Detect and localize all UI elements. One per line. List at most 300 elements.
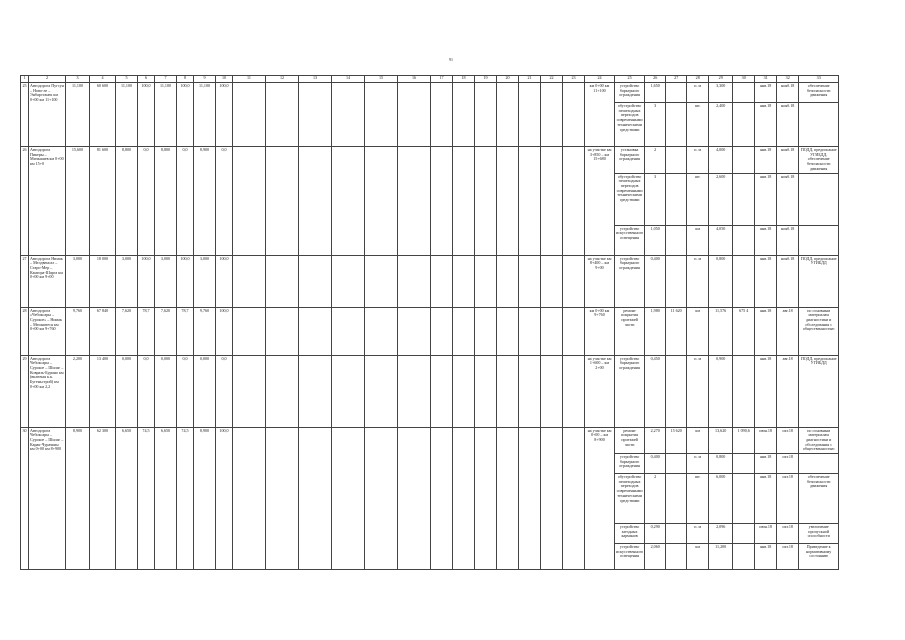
road-works-table xyxy=(20,75,839,570)
justification xyxy=(799,173,839,225)
column-number-header: 22 xyxy=(541,76,563,83)
value-cell: 0,0 xyxy=(216,355,233,427)
justification: ПОДД, предписание УГИБДД xyxy=(799,355,839,427)
value-cell: 2,270 xyxy=(645,427,666,454)
table-row xyxy=(21,427,839,454)
column-number-header: 5 xyxy=(116,76,138,83)
row-number: 26 xyxy=(21,147,29,256)
empty-cell xyxy=(332,255,365,307)
unit-cell: км xyxy=(687,427,709,454)
empty-cell xyxy=(299,355,332,427)
empty-cell xyxy=(541,255,563,307)
empty-cell xyxy=(299,427,332,570)
value-cell xyxy=(666,544,687,570)
empty-cell xyxy=(332,83,365,147)
empty-cell xyxy=(431,83,453,147)
value-cell xyxy=(666,147,687,174)
empty-cell xyxy=(299,307,332,355)
value-cell: 2 xyxy=(645,147,666,174)
page-number: 91 xyxy=(449,57,453,62)
value-cell: 6,000 xyxy=(709,474,733,524)
value-cell: 8,800 xyxy=(155,147,177,256)
value-cell: 6,650 xyxy=(116,427,138,570)
value-cell: 4,050 xyxy=(709,225,733,255)
value-cell xyxy=(666,474,687,524)
column-number-header: 9 xyxy=(194,76,216,83)
value-cell: 3 xyxy=(645,103,666,147)
empty-cell xyxy=(431,427,453,570)
column-number-header: 16 xyxy=(398,76,431,83)
unit-cell: п. м xyxy=(687,454,709,474)
value-cell: 11 620 xyxy=(666,307,687,355)
value-cell: 8,900 xyxy=(194,147,216,256)
value-cell: 0,400 xyxy=(645,454,666,474)
column-number-header: 20 xyxy=(497,76,519,83)
empty-cell xyxy=(519,147,541,256)
justification xyxy=(799,454,839,474)
column-number-header: 3 xyxy=(66,76,90,83)
justification xyxy=(799,225,839,255)
unit-cell: п. м xyxy=(687,83,709,103)
value-cell: 67 840 xyxy=(90,307,116,355)
empty-cell xyxy=(365,307,398,355)
value-cell xyxy=(666,524,687,544)
empty-cell xyxy=(475,307,497,355)
empty-cell xyxy=(332,355,365,427)
justification: ПОДД, предписание УГИБДД, обеспечение безопасности движения xyxy=(799,147,839,174)
row-number: 25 xyxy=(21,83,29,147)
work-description: устройство искусственного освещения xyxy=(615,544,645,570)
value-cell xyxy=(666,355,687,427)
justification: обеспечение безопасности движения xyxy=(799,83,839,103)
empty-cell xyxy=(431,255,453,307)
empty-cell xyxy=(497,83,519,147)
table-row xyxy=(21,83,839,103)
unit-cell: шт. xyxy=(687,173,709,225)
empty-cell xyxy=(541,307,563,355)
empty-cell xyxy=(233,83,266,147)
value-cell: 74,5 xyxy=(138,427,155,570)
unit-cell: км xyxy=(687,544,709,570)
row-number: 28 xyxy=(21,307,29,355)
value-cell xyxy=(733,544,755,570)
column-number-header: 7 xyxy=(155,76,177,83)
value-cell xyxy=(733,255,755,307)
empty-cell xyxy=(475,355,497,427)
empty-cell xyxy=(332,427,365,570)
empty-cell xyxy=(453,355,475,427)
value-cell xyxy=(666,173,687,225)
road-name: Автодорога Нимак – Мелдвенсал – Старо-Мер – Кантора-Шарга км 0+00 км 9+00 xyxy=(29,255,66,307)
empty-cell xyxy=(563,83,585,147)
section-range: на участке км 3+850 – км 15+680 xyxy=(585,147,615,256)
value-cell: 7,620 xyxy=(155,307,177,355)
value-cell: 2,400 xyxy=(709,103,733,147)
empty-cell xyxy=(497,255,519,307)
value-cell xyxy=(666,255,687,307)
column-number-header: 4 xyxy=(90,76,116,83)
value-cell: 0,450 xyxy=(645,355,666,427)
end-date: окт.18 xyxy=(777,544,799,570)
value-cell: 13,620 xyxy=(709,427,733,454)
value-cell: 78,7 xyxy=(177,307,194,355)
column-number-header: 11 xyxy=(233,76,266,83)
value-cell: 0,400 xyxy=(645,255,666,307)
empty-cell xyxy=(365,147,398,256)
value-cell: 3,000 xyxy=(66,255,90,307)
start-date: янв.18 xyxy=(755,454,777,474)
value-cell: 1,650 xyxy=(645,83,666,103)
value-cell: 2,060 xyxy=(645,544,666,570)
empty-cell xyxy=(541,355,563,427)
work-description: устройство заездных карманов xyxy=(615,524,645,544)
end-date: нояб.18 xyxy=(777,255,799,307)
empty-cell xyxy=(266,355,299,427)
road-name: Автодорога Пикеры – Мичкашев км 0+00 км 15+0 xyxy=(29,147,66,256)
value-cell xyxy=(733,225,755,255)
work-description: установка барьерного ограждения xyxy=(615,147,645,174)
value-cell: 0,0 xyxy=(177,147,194,256)
column-number-header: 32 xyxy=(777,76,799,83)
value-cell xyxy=(666,83,687,103)
start-date: июн.18 xyxy=(755,427,777,454)
empty-cell xyxy=(266,427,299,570)
row-number: 29 xyxy=(21,355,29,427)
end-date: нояб.18 xyxy=(777,173,799,225)
value-cell: 15 620 xyxy=(666,427,687,454)
road-name: Автодорога «Чебоксары – Сурское» – Нимак – Мешнатеся км 0+00 км 9+760 xyxy=(29,307,66,355)
empty-cell xyxy=(541,427,563,570)
column-number-header: 15 xyxy=(365,76,398,83)
start-date: янв.18 xyxy=(755,307,777,355)
section-range: на участке км 0+00 – км 8+900 xyxy=(585,427,615,570)
empty-cell xyxy=(497,355,519,427)
value-cell: 675 4 xyxy=(733,307,755,355)
empty-cell xyxy=(563,355,585,427)
column-number-header: 18 xyxy=(453,76,475,83)
justification xyxy=(799,103,839,147)
row-number: 27 xyxy=(21,255,29,307)
start-date: янв.18 xyxy=(755,544,777,570)
empty-cell xyxy=(266,147,299,256)
value-cell: 100,0 xyxy=(177,255,194,307)
empty-cell xyxy=(475,255,497,307)
end-date: нояб.18 xyxy=(777,225,799,255)
value-cell: 9,760 xyxy=(66,307,90,355)
value-cell: 6,650 xyxy=(155,427,177,570)
justification: обеспечение безопасности движения xyxy=(799,474,839,524)
column-number-header: 19 xyxy=(475,76,497,83)
empty-cell xyxy=(299,255,332,307)
column-number-header: 29 xyxy=(709,76,733,83)
value-cell: 0,0 xyxy=(138,147,155,256)
road-name: Автодорога Пугсун – Ново-ле – Энбарстанек км 0+00 км 11+100 xyxy=(29,83,66,147)
end-date: нояб.18 xyxy=(777,147,799,174)
empty-cell xyxy=(233,427,266,570)
end-date: авг.18 xyxy=(777,355,799,427)
value-cell: 100,0 xyxy=(138,255,155,307)
empty-cell xyxy=(497,147,519,256)
justification: Приведение к нормативному состоянию xyxy=(799,544,839,570)
section-range: км 0+00 км 9+760 xyxy=(585,307,615,355)
empty-cell xyxy=(398,355,431,427)
end-date: нояб.18 xyxy=(777,103,799,147)
value-cell: 13 400 xyxy=(90,355,116,427)
empty-cell xyxy=(365,427,398,570)
empty-cell xyxy=(233,147,266,256)
justification: по основным материалам диагностики и обследования с общественностью xyxy=(799,427,839,454)
empty-cell xyxy=(497,307,519,355)
value-cell: 100,0 xyxy=(216,427,233,570)
column-number-header: 30 xyxy=(733,76,755,83)
start-date: янв.18 xyxy=(755,83,777,103)
value-cell: 11,576 xyxy=(709,307,733,355)
value-cell xyxy=(733,147,755,174)
value-cell: 2,096 xyxy=(709,524,733,544)
empty-cell xyxy=(431,355,453,427)
empty-cell xyxy=(453,83,475,147)
column-number-header: 24 xyxy=(585,76,615,83)
value-cell: 74,5 xyxy=(177,427,194,570)
empty-cell xyxy=(398,427,431,570)
table-row xyxy=(21,307,839,355)
section-range: км 0+00 км 11+100 xyxy=(585,83,615,147)
work-description: обустройство пешеходных переходов современными техническими средствами xyxy=(615,173,645,225)
value-cell: 1 090,6 xyxy=(733,427,755,454)
value-cell: 11,100 xyxy=(155,83,177,147)
value-cell xyxy=(733,83,755,103)
empty-cell xyxy=(453,427,475,570)
empty-cell xyxy=(398,255,431,307)
value-cell: 0,000 xyxy=(155,355,177,427)
value-cell: 0,000 xyxy=(116,355,138,427)
start-date: янв.18 xyxy=(755,103,777,147)
value-cell: 1,050 xyxy=(645,225,666,255)
work-description: устройство барьерного ограждения xyxy=(615,454,645,474)
column-number-header: 2 xyxy=(29,76,66,83)
road-name: Автодорога Чебоксары – Сурское – Шилаг – Ковразь-Бурино км (включая к.к. Бугеньстрой) км 0+00 км 2,2 xyxy=(29,355,66,427)
column-number-header: 17 xyxy=(431,76,453,83)
road-name: Автодорога Чебоксары – Сурское – Шилаг – Карак-Чурачкин км 0+00 км 8+900 xyxy=(29,427,66,570)
empty-cell xyxy=(541,83,563,147)
justification: по основным материалам диагностики и обследования с общественностью xyxy=(799,307,839,355)
value-cell: 8,900 xyxy=(194,427,216,570)
value-cell: 15,600 xyxy=(66,147,90,256)
column-number-header: 26 xyxy=(645,76,666,83)
work-description: обустройство пешеходных переходов современными техническими средствами xyxy=(615,474,645,524)
empty-cell xyxy=(266,307,299,355)
work-description: устройство барьерного ограждения xyxy=(615,83,645,103)
empty-cell xyxy=(398,307,431,355)
value-cell: 9,760 xyxy=(194,307,216,355)
value-cell: 0,290 xyxy=(645,524,666,544)
justification: увеличение пропускной способности xyxy=(799,524,839,544)
value-cell: 0,0 xyxy=(138,355,155,427)
value-cell: 3,000 xyxy=(155,255,177,307)
value-cell: 81 600 xyxy=(90,147,116,256)
start-date: янв.18 xyxy=(755,355,777,427)
value-cell: 62 300 xyxy=(90,427,116,570)
value-cell xyxy=(666,103,687,147)
end-date: нояб.18 xyxy=(777,83,799,103)
empty-cell xyxy=(475,147,497,256)
end-date: авг.18 xyxy=(777,307,799,355)
empty-cell xyxy=(453,307,475,355)
end-date: окт.18 xyxy=(777,454,799,474)
work-description: устройство барьерного ограждения xyxy=(615,255,645,307)
table-row xyxy=(21,355,839,427)
value-cell: 3,300 xyxy=(709,83,733,103)
work-description: обустройство пешеходных переходов современными техническими средствами xyxy=(615,103,645,147)
value-cell: 100,0 xyxy=(216,255,233,307)
value-cell: 4,000 xyxy=(709,147,733,174)
empty-cell xyxy=(519,307,541,355)
unit-cell: п. м xyxy=(687,355,709,427)
empty-cell xyxy=(398,83,431,147)
value-cell: 78,7 xyxy=(138,307,155,355)
empty-cell xyxy=(519,255,541,307)
work-description: ремонт покрытия проезжей части xyxy=(615,427,645,454)
start-date: янв.18 xyxy=(755,255,777,307)
value-cell: 3,000 xyxy=(194,255,216,307)
empty-cell xyxy=(266,255,299,307)
unit-cell: шт. xyxy=(687,103,709,147)
value-cell xyxy=(733,173,755,225)
value-cell: 60 600 xyxy=(90,83,116,147)
value-cell: 100,0 xyxy=(216,307,233,355)
column-number-header: 1 xyxy=(21,76,29,83)
end-date: окт.18 xyxy=(777,474,799,524)
value-cell: 0,800 xyxy=(709,454,733,474)
empty-cell xyxy=(431,307,453,355)
value-cell: 8,900 xyxy=(66,427,90,570)
empty-cell xyxy=(563,255,585,307)
value-cell: 8,800 xyxy=(116,147,138,256)
empty-cell xyxy=(233,355,266,427)
section-range: на участке км 1+600 – км 2+00 xyxy=(585,355,615,427)
value-cell: 0,800 xyxy=(709,255,733,307)
empty-cell xyxy=(233,255,266,307)
value-cell: 0,0 xyxy=(177,355,194,427)
empty-cell xyxy=(453,147,475,256)
value-cell: 2,200 xyxy=(66,355,90,427)
unit-cell: км xyxy=(687,225,709,255)
section-range: на участке км 8+400 – км 9+00 xyxy=(585,255,615,307)
value-cell xyxy=(733,524,755,544)
value-cell: 11,100 xyxy=(116,83,138,147)
empty-cell xyxy=(266,83,299,147)
unit-cell: п. м xyxy=(687,147,709,174)
column-number-header: 13 xyxy=(299,76,332,83)
value-cell: 2 xyxy=(645,474,666,524)
column-number-header: 21 xyxy=(519,76,541,83)
empty-cell xyxy=(365,255,398,307)
empty-cell xyxy=(299,147,332,256)
column-number-header: 27 xyxy=(666,76,687,83)
column-number-header: 33 xyxy=(799,76,839,83)
row-number: 30 xyxy=(21,427,29,570)
value-cell: 3 xyxy=(645,173,666,225)
empty-cell xyxy=(497,427,519,570)
empty-cell xyxy=(475,427,497,570)
empty-cell xyxy=(453,255,475,307)
empty-cell xyxy=(563,427,585,570)
value-cell: 100,0 xyxy=(138,83,155,147)
justification: ПОДД, предписание УГИБДД xyxy=(799,255,839,307)
value-cell xyxy=(733,355,755,427)
work-description: ремонт покрытия проезжей части xyxy=(615,307,645,355)
empty-cell xyxy=(431,147,453,256)
value-cell: 1,980 xyxy=(645,307,666,355)
value-cell xyxy=(733,474,755,524)
value-cell: 7,620 xyxy=(116,307,138,355)
table-row xyxy=(21,147,839,174)
start-date: янв.18 xyxy=(755,147,777,174)
header-row xyxy=(21,76,839,83)
empty-cell xyxy=(332,147,365,256)
unit-cell: км xyxy=(687,307,709,355)
end-date: окт.18 xyxy=(777,524,799,544)
empty-cell xyxy=(365,83,398,147)
empty-cell xyxy=(332,307,365,355)
column-number-header: 28 xyxy=(687,76,709,83)
end-date: окт.18 xyxy=(777,427,799,454)
column-number-header: 6 xyxy=(138,76,155,83)
start-date: июн.18 xyxy=(755,524,777,544)
value-cell: 3,000 xyxy=(116,255,138,307)
value-cell: 0,0 xyxy=(216,147,233,256)
empty-cell xyxy=(563,147,585,256)
empty-cell xyxy=(519,355,541,427)
value-cell: 11,100 xyxy=(194,83,216,147)
empty-cell xyxy=(519,427,541,570)
start-date: янв.18 xyxy=(755,173,777,225)
empty-cell xyxy=(519,83,541,147)
value-cell xyxy=(666,454,687,474)
empty-cell xyxy=(541,147,563,256)
unit-cell: п. м xyxy=(687,524,709,544)
unit-cell: п. м xyxy=(687,255,709,307)
column-number-header: 14 xyxy=(332,76,365,83)
empty-cell xyxy=(398,147,431,256)
value-cell: 0,900 xyxy=(709,355,733,427)
empty-cell xyxy=(299,83,332,147)
column-number-header: 8 xyxy=(177,76,194,83)
value-cell: 11,100 xyxy=(66,83,90,147)
column-number-header: 25 xyxy=(615,76,645,83)
value-cell: 100,0 xyxy=(216,83,233,147)
value-cell: 11,200 xyxy=(709,544,733,570)
work-description: устройство искусственного освещения xyxy=(615,225,645,255)
start-date: янв.18 xyxy=(755,474,777,524)
value-cell xyxy=(733,103,755,147)
empty-cell xyxy=(233,307,266,355)
empty-cell xyxy=(563,307,585,355)
empty-cell xyxy=(365,355,398,427)
value-cell: 100,0 xyxy=(177,83,194,147)
value-cell: 2,600 xyxy=(709,173,733,225)
value-cell: 0,000 xyxy=(194,355,216,427)
value-cell xyxy=(666,225,687,255)
table-row xyxy=(21,255,839,307)
unit-cell: шт. xyxy=(687,474,709,524)
column-number-header: 23 xyxy=(563,76,585,83)
start-date: янв.18 xyxy=(755,225,777,255)
value-cell xyxy=(733,454,755,474)
empty-cell xyxy=(475,83,497,147)
column-number-header: 10 xyxy=(216,76,233,83)
work-description: устройство барьерного ограждения xyxy=(615,355,645,427)
